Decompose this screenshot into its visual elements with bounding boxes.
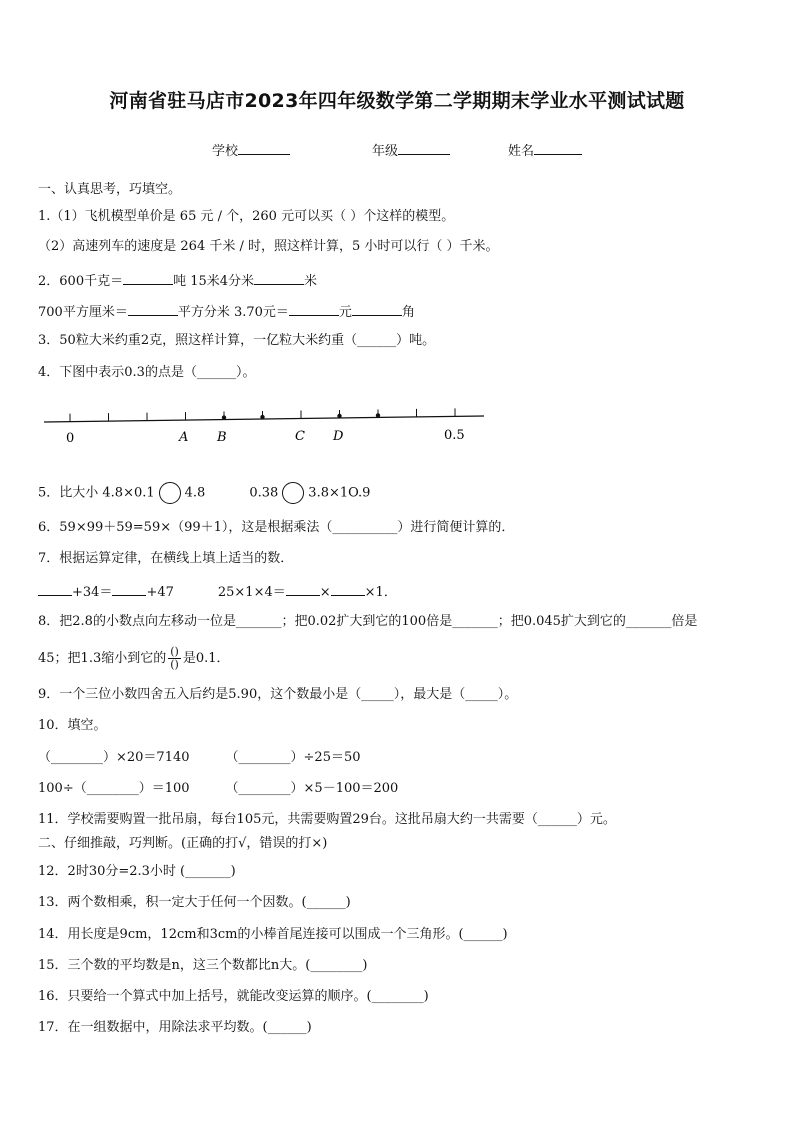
point-marker [260,415,264,419]
q2b-text-4: 角 [401,305,415,320]
point-marker [222,415,226,419]
label-D: D [333,429,344,444]
number-line [40,400,500,450]
question-1b: （2）高速列车的速度是 264 千米 / 时，照这样计算，5 小时可以行（ ）千米。 [38,239,499,254]
compare-circle-2[interactable] [282,482,304,504]
question-12: 12．2时30分=2.3小时 (_______) [38,864,236,879]
grade-field [372,140,450,159]
label-B: B [217,430,227,445]
q10a-right: （________）÷25＝50 [225,750,361,765]
q2b-blank-2[interactable] [289,301,339,316]
question-2a [38,270,764,291]
compare-circle-1[interactable] [159,482,181,504]
label-A: A [179,430,189,445]
q5-text-4: 3.8×1O.9 [308,485,371,501]
question-8b [38,646,764,671]
name-field [508,140,582,159]
q7-text-1: +34＝ [72,585,113,600]
question-10: 10．填空。 [38,718,107,733]
q7-text-2: +47 [146,585,174,600]
school-label: 学校 [212,144,239,159]
question-2b [38,301,764,322]
page-title: 河南省驻马店市2023年四年级数学第二学期期末学业水平测试试题 [109,90,685,112]
q7-blank-1[interactable] [38,581,72,596]
q5-text-1: 5．比大小 4.8×0.1 [38,485,155,501]
question-8a: 8．把2.8的小数点向左移动一位是_______；把0.02扩大到它的100倍是_______；把0.045扩大到它的_______倍是 [38,614,698,629]
name-label: 姓名 [508,144,535,159]
question-17: 17．在一组数据中，用除法求平均数。(______) [38,1020,312,1035]
grade-blank[interactable] [398,140,450,155]
name-blank[interactable] [534,140,582,155]
q2b-text-2: 平方分米 3.70元＝ [177,305,289,320]
q2b-text-1: 700平方厘米＝ [38,305,128,320]
label-C: C [295,429,305,444]
question-6: 6．59×99＋59=59×（99＋1），这是根据乘法（__________）进行简便计算的． [38,520,515,535]
q7-blank-2[interactable] [112,581,146,596]
q7-text-5: ×1． [364,585,397,600]
q2b-text-3: 元 [338,305,352,320]
point-marker [337,414,341,418]
q8b-text-2: 是0.1． [182,651,230,666]
q8b-text-1: 45；把1.3缩小到它的 [38,651,167,666]
question-16: 16．只要给一个算式中加上括号，就能改变运算的顺序。(________) [38,989,429,1004]
q2b-blank-1[interactable] [128,301,178,316]
fraction-numerator: () [170,645,179,658]
q7-blank-4[interactable] [331,581,365,596]
question-7-blanks [38,581,764,602]
question-7: 7．根据运算定律，在横线上填上适当的数． [38,551,294,566]
question-9: 9．一个三位小数四舍五入后约是5.90，这个数最小是（_____），最大是（_____）。 [38,687,518,702]
q2a-text-2: 吨 15米4分米 [173,274,255,289]
school-blank[interactable] [238,140,290,155]
question-13: 13．两个数相乘，积一定大于任何一个因数。(______) [38,895,351,910]
question-5 [38,482,764,504]
q7-text-4: × [319,585,331,600]
q2a-text-3: 米 [304,274,318,289]
q2a-text-1: 2．600千克＝ [38,274,124,289]
grade-label: 年级 [372,144,399,159]
q7-blank-3[interactable] [286,581,320,596]
q2b-blank-3[interactable] [352,301,402,316]
q10b-left: 100÷（________）＝100 [38,781,190,796]
label-0-5: 0.5 [444,428,465,443]
section-1-heading: 一、认真思考，巧填空。 [38,182,182,197]
fraction-blank[interactable] [168,646,181,671]
q10a-left: （________）×20＝7140 [38,750,190,765]
q2a-blank-2[interactable] [254,270,304,285]
question-15: 15．三个数的平均数是n，这三个数都比n大。(________) [38,958,368,973]
q10b-right: （________）×5－100＝200 [225,781,399,796]
q5-text-2: 4.8 [184,485,206,501]
point-marker [376,413,380,417]
section-2-heading: 二、仔细推敲，巧判断。(正确的打√，错误的打×) [38,836,328,851]
number-line-ticks [70,408,455,421]
q2a-blank-1[interactable] [123,270,173,285]
question-11: 11．学校需要购置一批吊扇，每台105元，共需要购置29台。这批吊扇大约一共需要（______）元。 [38,812,616,827]
question-10a [38,749,764,767]
school-field [212,140,290,159]
question-4: 4．下图中表示0.3的点是（______）。 [38,365,256,380]
q5-text-3: 0.38 [249,485,279,501]
label-0: 0 [66,431,75,446]
fraction-denominator: () [170,658,179,671]
q7-text-3: 25×1×4＝ [217,585,286,600]
question-14: 14．用长度是9cm，12cm和3cm的小棒首尾连接可以围成一个三角形。(______) [38,927,508,942]
question-3: 3．50粒大米约重2克，照这样计算，一亿粒大米约重（______）吨。 [38,333,436,348]
question-1a: 1.（1）飞机模型单价是 65 元 / 个，260 元可以买（ ）个这样的模型。 [38,209,455,224]
question-10b [38,780,764,798]
